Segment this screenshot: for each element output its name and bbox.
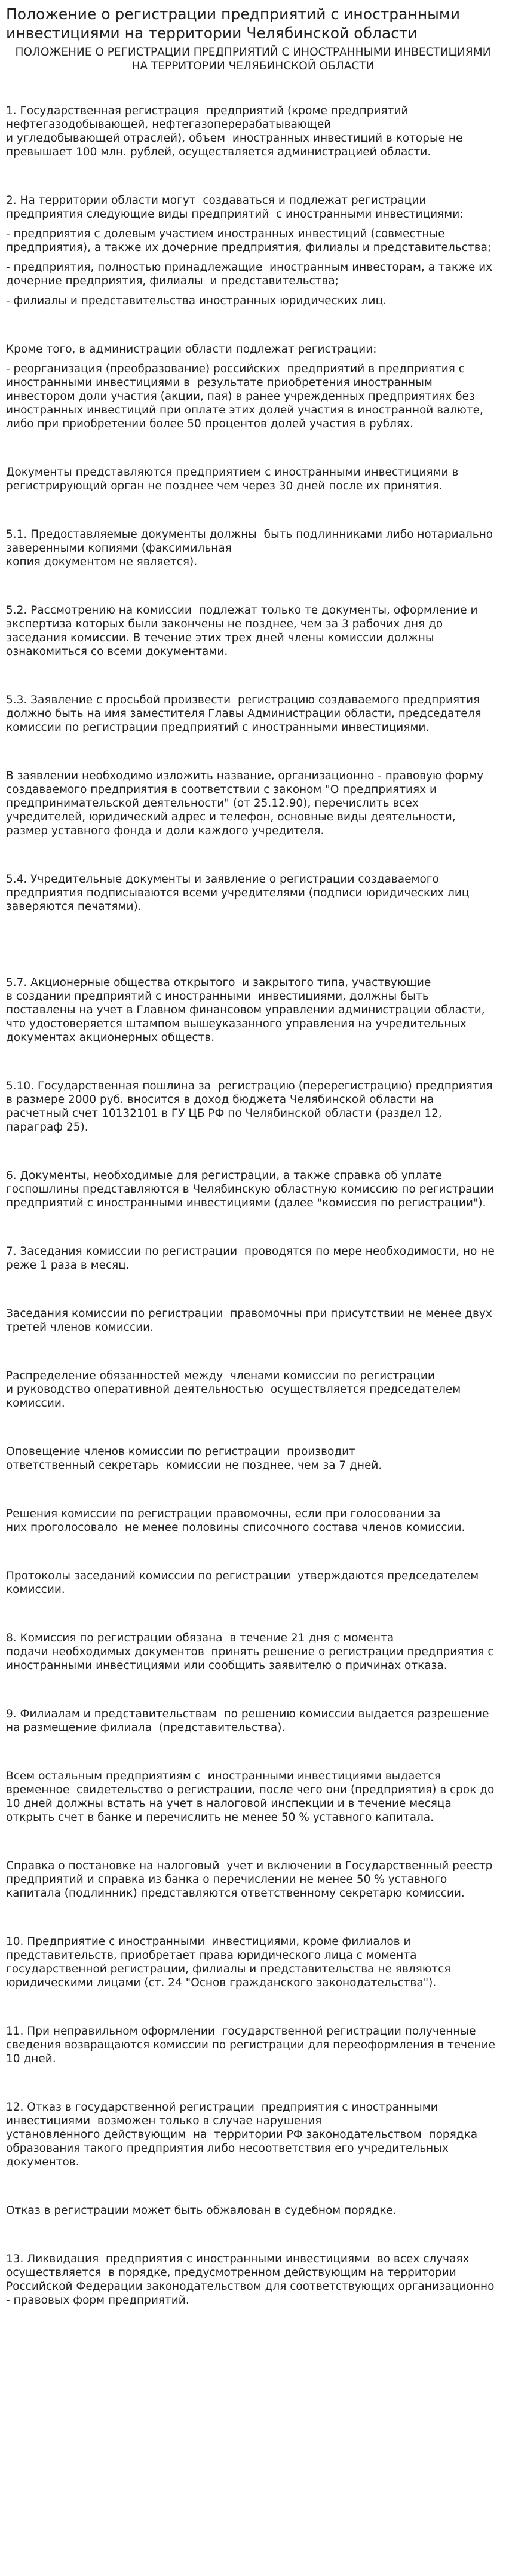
paragraph-10: 10. Предприятие с иностранными инвестициями, кроме филиалов и представительств, приобретает права юридического лица с момента государственной регистрации, филиалы и представительства не являются юридическими лицами (ст. 24 "Основ гражданского законодательства"). (6, 1935, 455, 1989)
paragraph-7: 7. Заседания комиссии по регистрации проводятся по мере необходимости, но не реже 1 раза в месяц. (6, 1245, 498, 1272)
paragraph-reorganization: - реорганизация (преобразование) российских предприятий в предприятия с иностранными инвестициями в результате приобретения иностранным инвестором доли участия (акции, пая) в ранее учрежденных предприятиях без иностранных инвестиций при оплате этих долей участия в иностранной валюте, либо при приобретении более 50 процентов долей участия в рублях. (6, 363, 487, 430)
paragraph-11: 11. При неправильном оформлении государственной регистрации полученные сведения возвращаются комиссии по регистрации для переоформления в течение 10 дней. (6, 2025, 499, 2065)
paragraph-notification: Оповещение членов комиссии по регистрации производит ответственный секретарь комиссии не позднее, чем за 7 дней. (6, 1445, 382, 1472)
page-title: Положение о регистрации предприятий с иностранными инвестициями на территории Челябинской области (6, 5, 461, 42)
paragraph-5-1: 5.1. Предоставляемые документы должны быть подлинниками либо нотариально заверенными копиями (факсимильная копия документом не является). (6, 528, 493, 568)
paragraph-certificate: Всем остальным предприятиям с иностранными инвестициями выдается временное свидетельство о регистрации, после чего они (предприятия) в срок до 10 дней должны встать на учет в налоговой инспекции и в течение месяца открыть счет в банке и перечислить не менее 50 % уставного капитала. (6, 1770, 498, 1824)
paragraph-12: 12. Отказ в государственной регистрации предприятия с иностранными инвестициями возможен только в случае нарушения установленного действующим на территории РФ законодательством порядка образования такого предприятия либо несоответствия его учредительных документов. (6, 2101, 478, 2168)
paragraph-additional: Кроме того, в администрации области подлежат регистрации: (6, 343, 377, 356)
paragraph-2-item-3: - филиалы и представительства иностранных юридических лиц. (6, 295, 387, 307)
paragraph-5-3: 5.3. Заявление с просьбой произвести регистрацию создаваемого предприятия должно быть на имя заместителя Главы Администрации области, председателя комиссии по регистрации предприятий с иностранными инвестициями. (6, 694, 485, 734)
paragraph-5-4: 5.4. Учредительные документы и заявление о регистрации создаваемого предприятия подписываются всеми учредителями (подписи юридических лиц заверяются печатями). (6, 873, 473, 913)
paragraph-5-2: 5.2. Рассмотрению на комиссии подлежат только те документы, оформление и экспертиза которых были закончены не позднее, чем за 3 рабочих дня до заседания комиссии. В течение этих трех дней члены комиссии должны ознакомиться со всеми документами. (6, 604, 482, 658)
paragraph-protocols: Протоколы заседаний комиссии по регистрации утверждаются председателем комиссии. (6, 1570, 483, 1596)
paragraph-tax-registration: Справка о постановке на налоговый учет и включении в Государственный реестр предприятий и справка из банка о перечислении не менее 50 % уставного капитала (подлинник) представляются ответственному секретарю комиссии. (6, 1860, 496, 1900)
paragraph-5-7: 5.7. Акционерные общества открытого и закрытого типа, участвующие в создании предприятий с иностранными инвестициями, должны быть поставлены на учет в Главном финансовом управлении администрации области, что удостоверяется штампом вышеуказанного управления на учредительных документах акционерных обществ. (6, 976, 485, 1044)
paragraph-2: 2. На территории области могут создаваться и подлежат регистрации предприятия следующие виды предприятий с иностранными инвестициями: (6, 194, 464, 220)
paragraph-appeal: Отказ в регистрации может быть обжалован в судебном порядке. (6, 2204, 397, 2217)
document-subtitle: ПОЛОЖЕНИЕ О РЕГИСТРАЦИИ ПРЕДПРИЯТИЙ С ИНОСТРАННЫМИ ИНВЕСТИЦИЯМИ НА ТЕРРИТОРИИ ЧЕЛЯБИНСКОЙ ОБЛАСТИ (15, 46, 491, 72)
paragraph-13: 13. Ликвидация предприятия с иностранными инвестициями во всех случаях осуществляется в порядке, предусмотренном действующим на территории Российской Федерации законодательством для соответствующих организационно - правовых форм предприятий. (6, 2253, 498, 2307)
paragraph-documents: Документы представляются предприятием с иностранными инвестициями в регистрирующий орган не позднее чем через 30 дней после их принятия. (6, 466, 462, 492)
paragraph-1: 1. Государственная регистрация предприятий (кроме предприятий нефтегазодобывающей, нефтегазоперерабатывающей и угледобывающей отраслей), объем иностранных инвестиций в которые не превышает 100 млн. рублей, осуществляется администрацией области. (6, 105, 463, 158)
paragraph-8: 8. Комиссия по регистрации обязана в течение 21 дня с момента подачи необходимых документов принять решение о регистрации предприятия с иностранными инвестициями или сообщить заявителю о причинах отказа. (6, 1632, 494, 1672)
paragraph-duties: Распределение обязанностей между членами комиссии по регистрации и руководство оперативной деятельностью осуществляется председателем комиссии. (6, 1370, 461, 1410)
paragraph-2-item-1: - предприятия с долевым участием иностранных инвестиций (совместные предприятия), а также их дочерние предприятия, филиалы и представительства; (6, 228, 492, 254)
paragraph-2-item-2: - предприятия, полностью принадлежащие иностранным инвесторам, а также их дочерние предприятия, филиалы и представительства; (6, 261, 496, 287)
paragraph-decisions: Решения комиссии по регистрации правомочны, если при голосовании за них проголосовало не менее половины списочного состава членов комиссии. (6, 1508, 465, 1534)
paragraph-quorum: Заседания комиссии по регистрации правомочны при присутствии не менее двух третей членов комиссии. (6, 1307, 496, 1334)
paragraph-5-10: 5.10. Государственная пошлина за регистрацию (перерегистрацию) предприятия в размере 2000 руб. вносится в доход бюджета Челябинской области на расчетный счет 10132101 в ГУ ЦБ РФ по Челябинской области (раздел 12, параграф 25). (6, 1080, 496, 1134)
paragraph-statement: В заявлении необходимо изложить название, организационно - правовую форму создаваемого предприятия в соответствии с законом "О предприятиях и предпринимательской деятельности" (от 25.12.90), перечислить всех учредителей, юридический адрес и телефон, основные виды деятельности, размер уставного фонда и доли каждого учредителя. (6, 770, 487, 837)
paragraph-9: 9. Филиалам и представительствам по решению комиссии выдается разрешение на размещение филиала (представительства). (6, 1708, 493, 1734)
paragraph-6: 6. Документы, необходимые для регистрации, а также справка об уплате госпошлины представляются в Челябинскую областную комиссию по регистрации предприятий с иностранными инвестициями (далее "комиссия по регистрации"). (6, 1169, 498, 1209)
